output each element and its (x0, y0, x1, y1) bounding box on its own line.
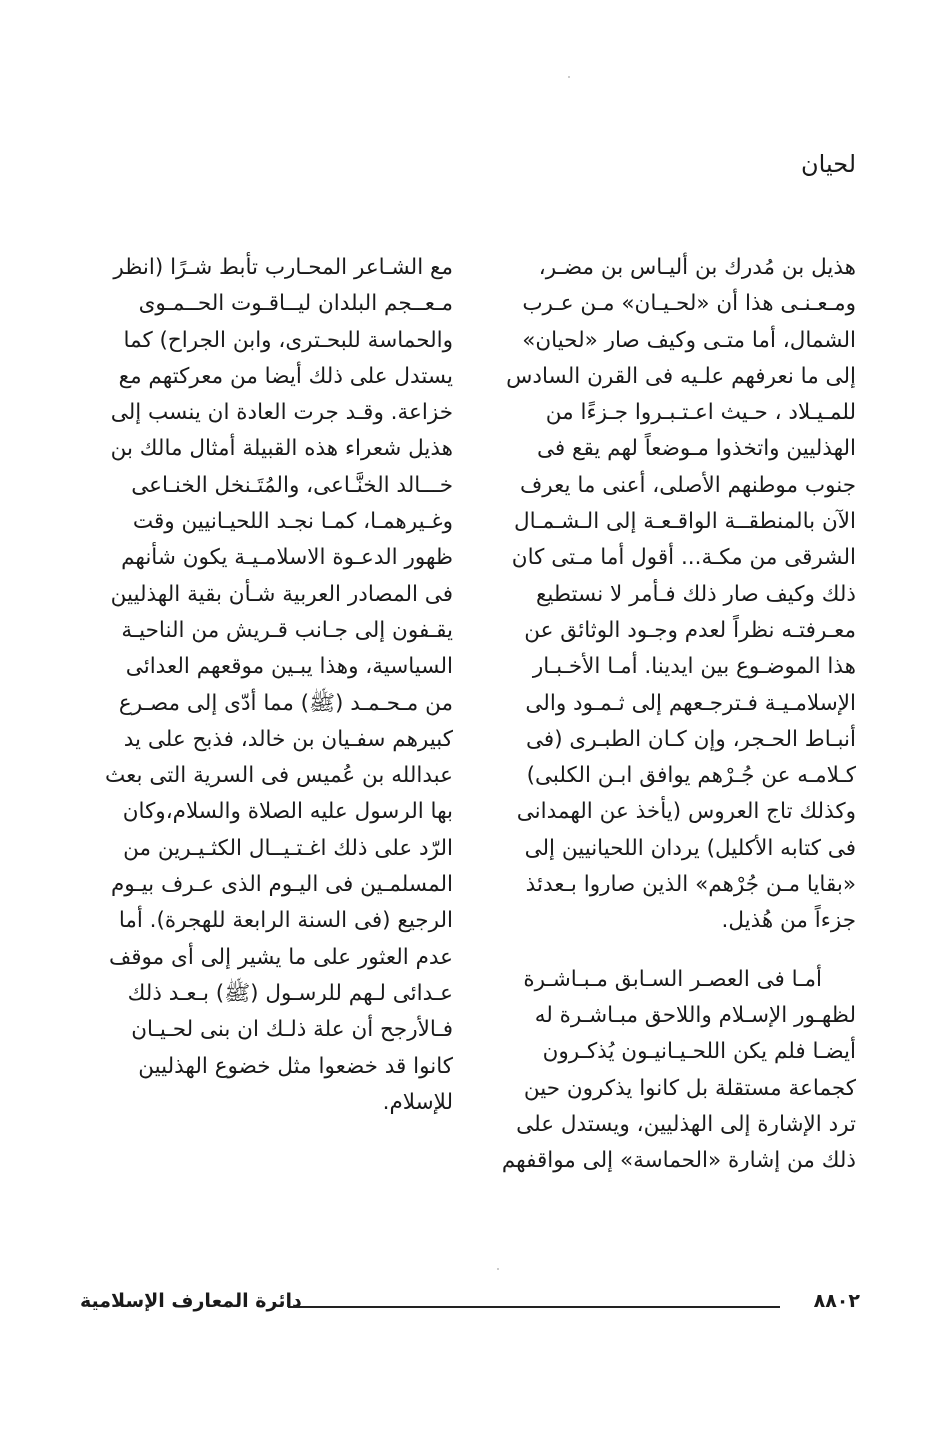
text-line: عـدائى لـهم للرسـول (ﷺ) بـعـد ذلك (127, 980, 453, 1006)
page-footer (80, 1290, 860, 1320)
text-line: مع الشـاعر المحـارب تأبط شـرًا (انظر (113, 255, 453, 280)
text-line: أمـا فى العصـر السـابق مـبـاشـرة (523, 966, 822, 992)
text-line: كانوا قد خضعوا مثل خضوع الهذليين (138, 1053, 453, 1079)
left-text-column (81, 250, 453, 1121)
text-line: فى المصادر العربية شـأن بقية الهذليين (110, 581, 453, 607)
text-line: المسلمـين فى اليـوم الذى عـرف بيـوم (110, 872, 453, 898)
text-line: بها الرسول عليه الصلاة والسلام،وكان (122, 799, 453, 825)
text-line: للإسلام. (382, 1089, 453, 1115)
text-line: السياسية، وهذا يبـين موقعهم العدائى (125, 654, 453, 680)
text-line: يستدل على ذلك أيضا من معركتهم مع (118, 363, 453, 389)
text-line: كـلامـه عن جُـرْهم يوافق ابـن الكلبى) (526, 763, 856, 789)
footer-publication-title: دائرة المعارف الإسلامية (80, 1290, 302, 1312)
text-line: الهذليين واتخذوا مـوضعاً لهم يقع فى (536, 436, 856, 462)
text-line: خـــالد الخنَّـاعى، والمُتَـنخل الخنـاعى (131, 472, 453, 498)
text-line: للمـيـلاد ، حـيث اعـتـبـروا جـزءًا من (545, 400, 856, 426)
text-line: جزءاً من هُذيل. (721, 908, 856, 934)
text-line: الرجيع (فى السنة الرابعة للهجرة). أما (118, 908, 453, 934)
text-line: الرّد على ذلك اغـتـيــال الكثـيـرين من (123, 835, 453, 861)
text-line: هذيل شعراء هذه القبيلة أمثال مالك بن (110, 436, 453, 462)
text-line: فى كتابه الأكليل) يردان اللحيانيين إلى (524, 835, 856, 861)
text-line: لظهـور الإسـلام واللاحق مبـاشـرة له (534, 1002, 856, 1028)
text-line: ومـعـنـى هذا أن «لحـيـان» مـن عـرب (522, 291, 856, 317)
right-text-column (500, 250, 856, 1179)
text-line: وكذلك تاج العروس (يأخذ عن الهمدانى (516, 799, 856, 825)
text-line: أيضـا فلم يكن اللحـيـانيـون يُذكـرون (542, 1039, 856, 1065)
paragraph-2 (500, 962, 856, 1180)
paragraph-spacer (500, 940, 856, 962)
footer-rule-divider (288, 1306, 780, 1308)
running-header-title: لحيان (801, 150, 856, 178)
text-line: الشرقى من مكـة... أقول أما مـتى كان (511, 545, 856, 571)
text-line: والحماسة للبحـترى، وابن الجراح) كما (123, 327, 453, 353)
text-line: هذا الموضـوع بين ايدينا. أمـا الأخـبـار (532, 654, 856, 680)
text-line: جنوب موطنهم الأصلى، أعنى ما يعرف (520, 472, 856, 498)
text-line: إلى ما نعرفهم علـيه فى القرن السادس (506, 363, 856, 389)
text-line: فـالأرجح أن علة ذلـك ان بنى لحـيـان (131, 1017, 453, 1043)
text-line: الشمال، أما متـى وكيف صار «لحيان» (522, 327, 856, 353)
page-number: ٨٨٠٢ (813, 1290, 860, 1312)
text-line: عبدالله بن عُميس فى السرية التى بعث (105, 763, 453, 789)
text-line: هذيل بن مُدرك بن أليـاس بن مضـر، (538, 255, 856, 280)
paragraph-1 (500, 250, 856, 940)
text-line: أنبـاط الحـجر، وإن كـان الطبـرى (فى (526, 726, 856, 752)
text-line: مـعــجم البلدان ليــاقـوت الحــمـوى (138, 291, 453, 317)
text-line: «بقايا مـن جُرْهم» الذين صاروا بـعدئذ (525, 872, 856, 898)
scan-speck (497, 1268, 499, 1270)
text-line: يقـفون إلى جـانب قـريش من الناحيـة (121, 617, 453, 643)
text-line: كبيرهم سفـيان بن خالد، فذبح على يد (123, 726, 453, 752)
text-line: معـرفتـه نظراً لعدم وجـود الوثائق عن (524, 617, 856, 643)
text-line: ترد الإشارة إلى الهذليين، ويستدل على (516, 1111, 856, 1137)
text-line: ذلك من إشارة «الحماسة» إلى مواقفهم (501, 1148, 856, 1174)
text-line: كجماعة مستقلة بل كانوا يذكرون حين (523, 1075, 856, 1101)
text-line: من مـحـمـد (ﷺ) مما أدّى إلى مصـرع (118, 690, 453, 716)
text-line: خزاعة. وقـد جرت العادة ان ينسب إلى (110, 400, 453, 426)
text-line: وغـيرهمـا، كمـا نجـد اللحيـانيين وقت (132, 509, 453, 535)
text-line: الآن بالمنطقــة الواقـعـة إلى الـشـمـال (513, 509, 856, 535)
text-line: الإسلامـيـة فـترجـعهم إلى ثـمـود والى (525, 690, 856, 716)
text-line: ذلك وكيف صار ذلك فـأمر لا نستطيع (535, 581, 856, 607)
text-line: ظهور الدعـوة الاسلامـيـة يكون شأنهم (121, 545, 453, 571)
text-line: عدم العثور على ما يشير إلى أى موقف (109, 944, 453, 970)
scan-speck (568, 76, 570, 78)
